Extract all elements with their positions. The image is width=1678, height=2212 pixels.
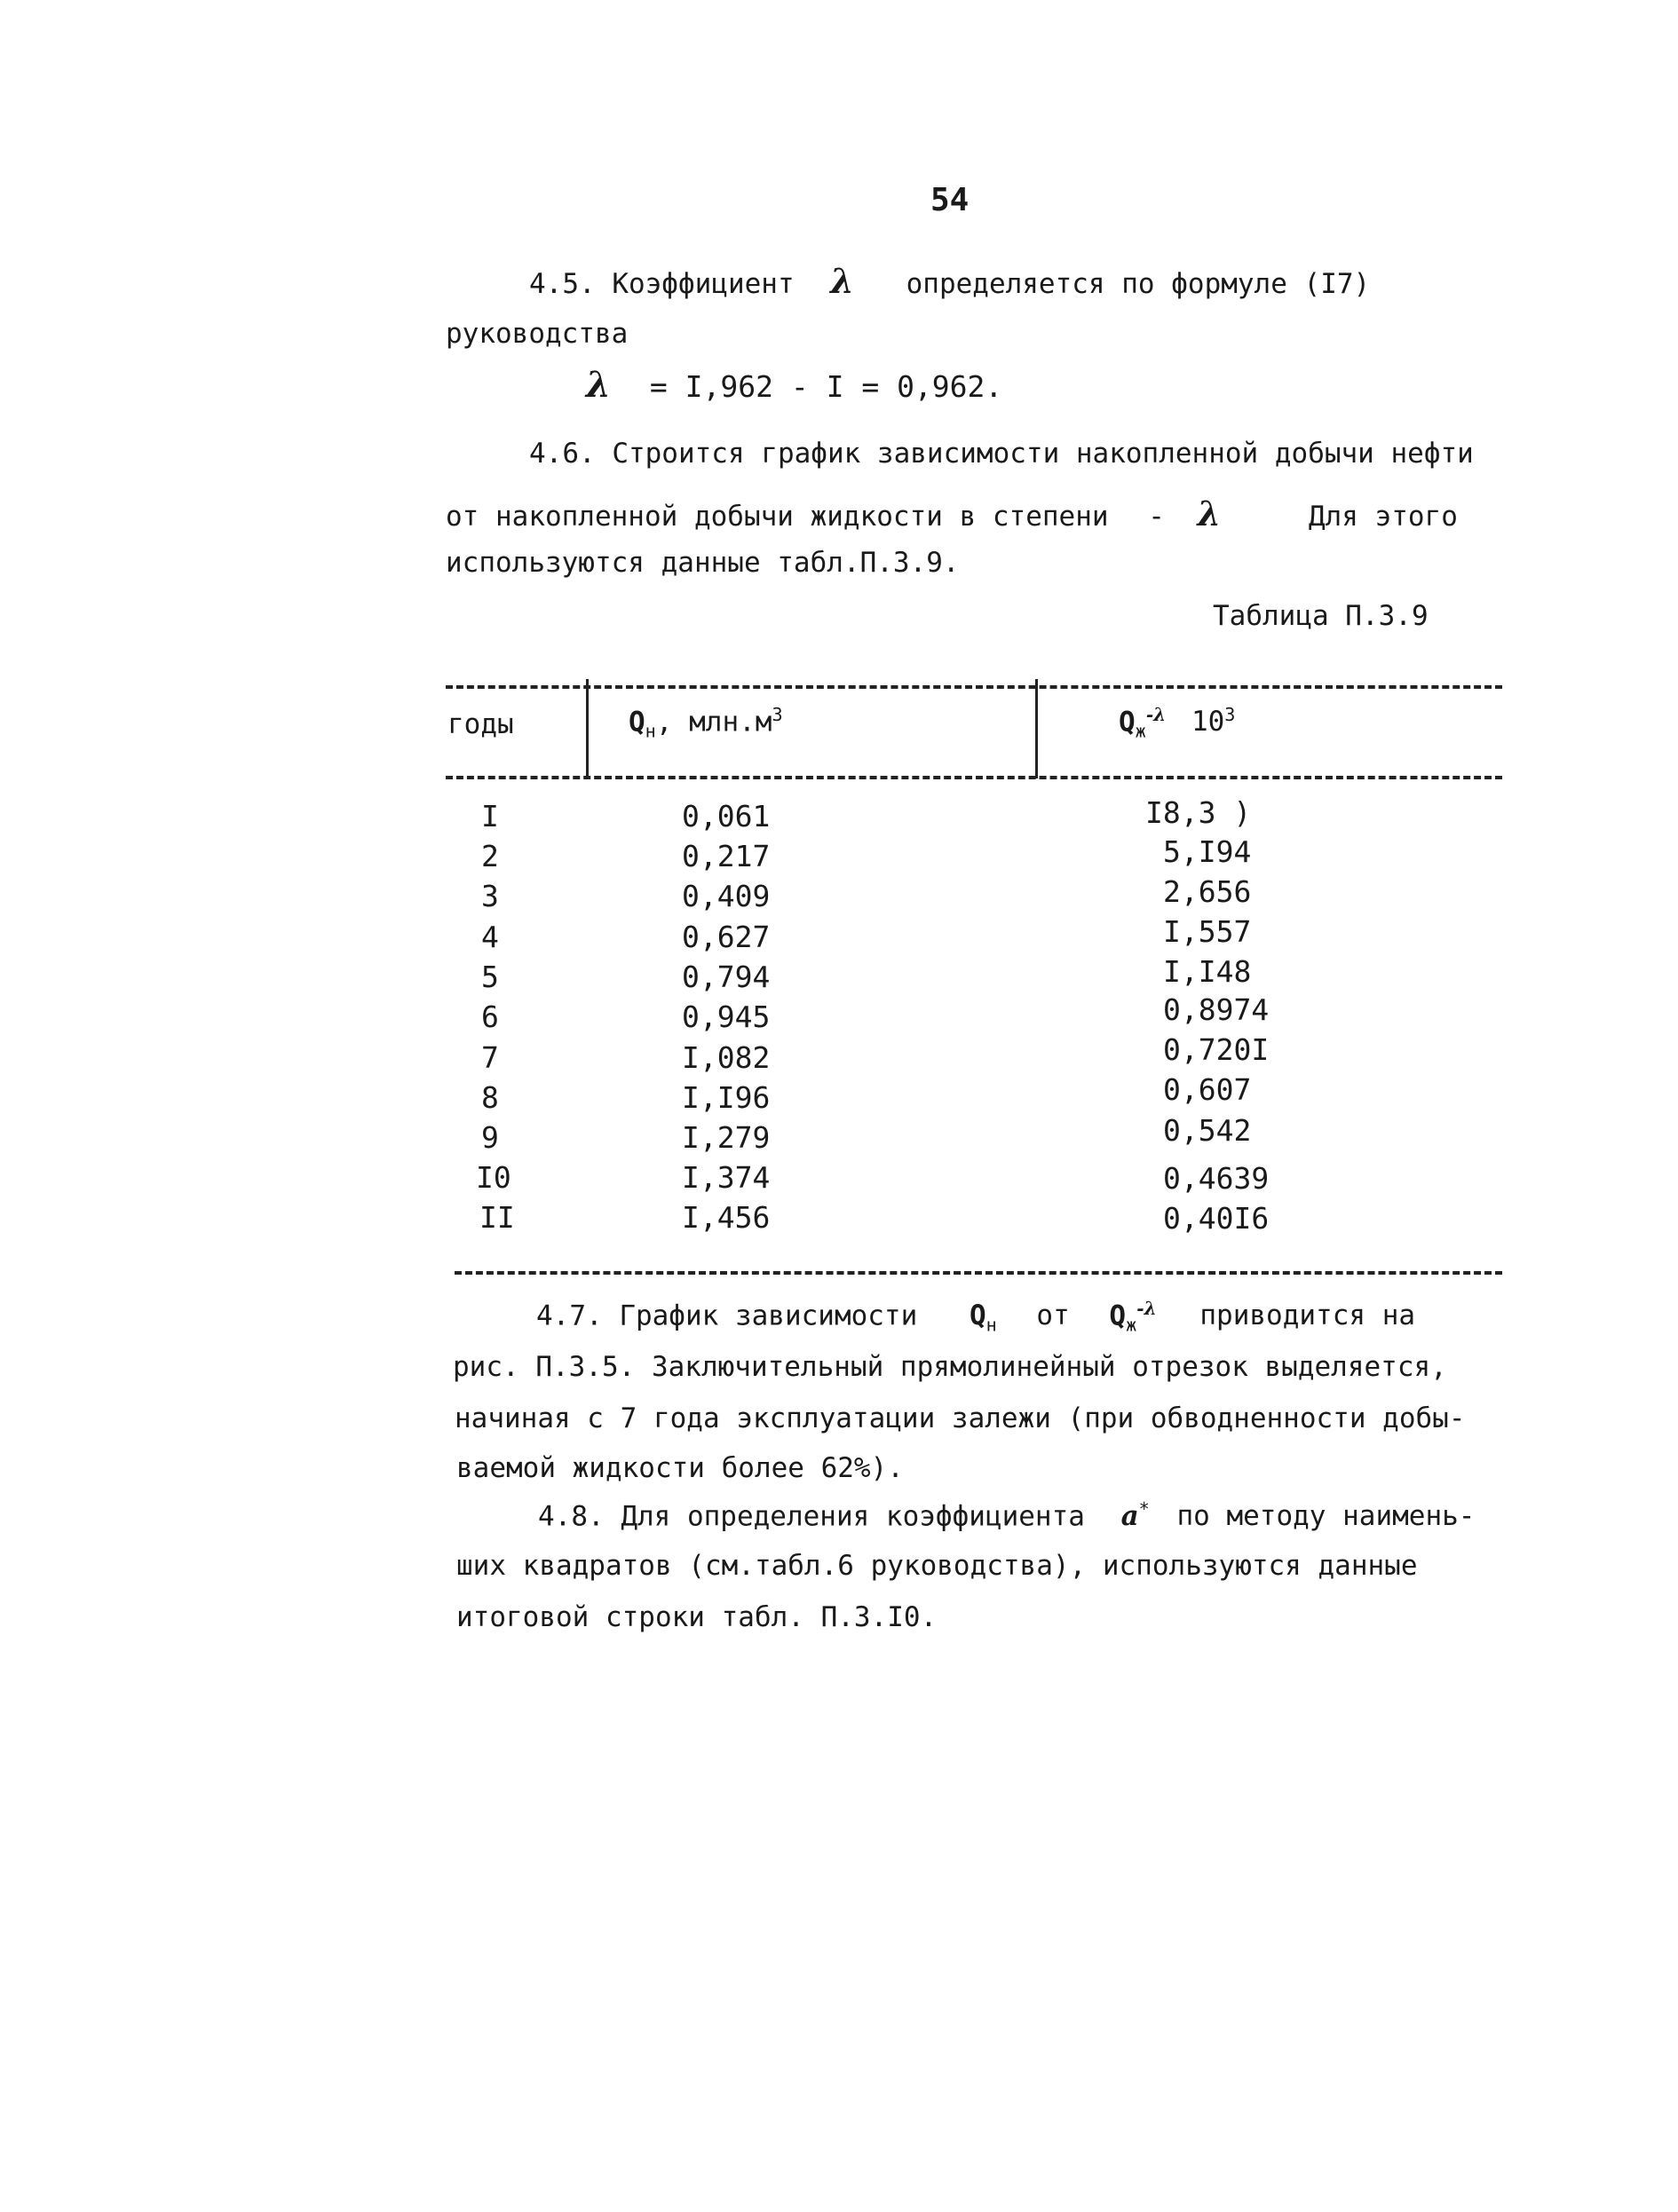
cell-year: 9 [481, 1120, 499, 1155]
paragraph-4-5-line2: руководства [446, 318, 629, 350]
lambda-symbol: λ [830, 261, 854, 301]
lambda-formula [586, 364, 1002, 406]
cell-qj: 2,656 [1163, 874, 1252, 909]
header-qj-mult-sup: 3 [1224, 704, 1236, 725]
paragraph-4-8-line2: ших квадратов (см.табл.6 руководства), используются данные [456, 1550, 1418, 1582]
cell-qn: I,279 [682, 1120, 771, 1155]
paragraph-4-7-line1 [536, 1298, 1415, 1336]
p47-prefix: 4.7. График зависимости [536, 1300, 918, 1332]
formula-expression: = I,962 - I = 0,962. [649, 369, 1003, 404]
p47-q1-sub: н [985, 1314, 997, 1336]
cell-qj: 0,720I [1163, 1032, 1270, 1067]
p48-prefix: 4.8. Для определения коэффициента [538, 1500, 1085, 1533]
p46-line2-suffix: Для этого [1308, 501, 1458, 533]
header-qn-q: Q [629, 706, 645, 739]
header-qj-sub: ж [1135, 720, 1146, 742]
cell-year: 2 [481, 839, 499, 873]
header-qj-mult: 10 [1191, 706, 1225, 739]
minus-sign: - [1148, 501, 1165, 533]
table-bottom-rule [455, 1271, 1502, 1275]
p47-q2-sub: ж [1126, 1314, 1137, 1336]
table-caption: Таблица П.3.9 [1213, 600, 1429, 632]
header-qj-sup: -λ [1145, 704, 1167, 725]
cell-year: 3 [481, 879, 499, 913]
cell-qn: 0,217 [682, 839, 771, 873]
header-qj-q: Q [1119, 706, 1136, 739]
cell-year: 7 [481, 1040, 499, 1075]
header-qn-sup: 3 [772, 704, 783, 725]
p47-q1: Q [969, 1300, 986, 1332]
cell-qj: I,557 [1163, 914, 1252, 949]
header-qn-unit: , млн.м [655, 706, 772, 739]
paragraph-4-8-line1 [538, 1498, 1475, 1532]
paragraph-4-6-line1: 4.6. Строится график зависимости накопленной добычи нефти [529, 438, 1474, 470]
p47-q2: Q [1109, 1300, 1127, 1332]
cell-year: 4 [481, 920, 499, 954]
table-col-divider-1 [586, 679, 589, 778]
cell-qj: 0,8974 [1163, 992, 1270, 1027]
paragraph-4-6-line3: используются данные табл.П.3.9. [446, 547, 960, 579]
cell-year: 8 [481, 1080, 499, 1115]
p45-prefix: 4.5. Коэффициент [529, 268, 795, 300]
cell-year: II [479, 1200, 515, 1235]
header-qj [1119, 704, 1235, 742]
alpha-sup: * [1138, 1498, 1150, 1520]
cell-qn: I,456 [682, 1200, 771, 1235]
cell-qn: 0,794 [682, 960, 771, 994]
cell-year: 5 [481, 960, 499, 994]
cell-qn: I,I96 [682, 1080, 771, 1115]
table-header-rule [446, 776, 1502, 779]
paragraph-4-8-line3: итоговой строки табл. П.3.I0. [456, 1601, 938, 1633]
cell-qj: 0,40I6 [1163, 1201, 1270, 1236]
cell-qj: 5,I94 [1163, 834, 1252, 869]
paragraph-4-5-line1 [529, 261, 1370, 301]
p47-mid: от [1036, 1300, 1070, 1332]
cell-qn: I,082 [682, 1040, 771, 1075]
cell-qn: 0,627 [682, 920, 771, 954]
alpha-symbol: a [1120, 1500, 1139, 1533]
cell-qj: I,I48 [1163, 954, 1252, 989]
header-qn [629, 704, 783, 742]
cell-qn: 0,945 [682, 999, 771, 1034]
cell-qj: 0,4639 [1163, 1161, 1270, 1196]
cell-qn: I,374 [682, 1160, 771, 1195]
lambda-exponent: λ [1197, 494, 1222, 533]
paragraph-4-7-line3: начиная с 7 года эксплуатации залежи (при обводненности добы- [455, 1402, 1466, 1434]
paragraph-4-6-line2 [446, 494, 1458, 533]
p45-suffix: определяется по формуле (I7) [906, 268, 1371, 300]
cell-qj: 0,607 [1163, 1072, 1252, 1107]
p46-line2-prefix: от накопленной добычи жидкости в степени [446, 501, 1109, 533]
cell-year: I [481, 799, 499, 833]
cell-year: I0 [476, 1160, 511, 1195]
cell-year: 6 [481, 999, 499, 1034]
page-number: 54 [930, 182, 970, 218]
paragraph-4-7-line4: ваемой жидкости более 62%). [456, 1452, 904, 1484]
p47-q2-sup: -λ [1136, 1298, 1157, 1319]
table-top-rule [446, 685, 1502, 689]
cell-qj: I8,3 ) [1145, 795, 1252, 830]
table-col-divider-2 [1035, 679, 1038, 778]
cell-qj: 0,542 [1163, 1113, 1252, 1148]
formula-lambda: λ [586, 364, 612, 406]
paragraph-4-7-line2: рис. П.3.5. Заключительный прямолинейный отрезок выделяется, [453, 1351, 1447, 1383]
header-years: годы [447, 708, 514, 740]
cell-qn: 0,061 [682, 799, 771, 833]
p48-suffix: по методу наимень- [1176, 1500, 1476, 1533]
p47-suffix: приводится на [1199, 1300, 1416, 1332]
cell-qn: 0,409 [682, 879, 771, 913]
header-qn-sub: н [645, 720, 656, 742]
